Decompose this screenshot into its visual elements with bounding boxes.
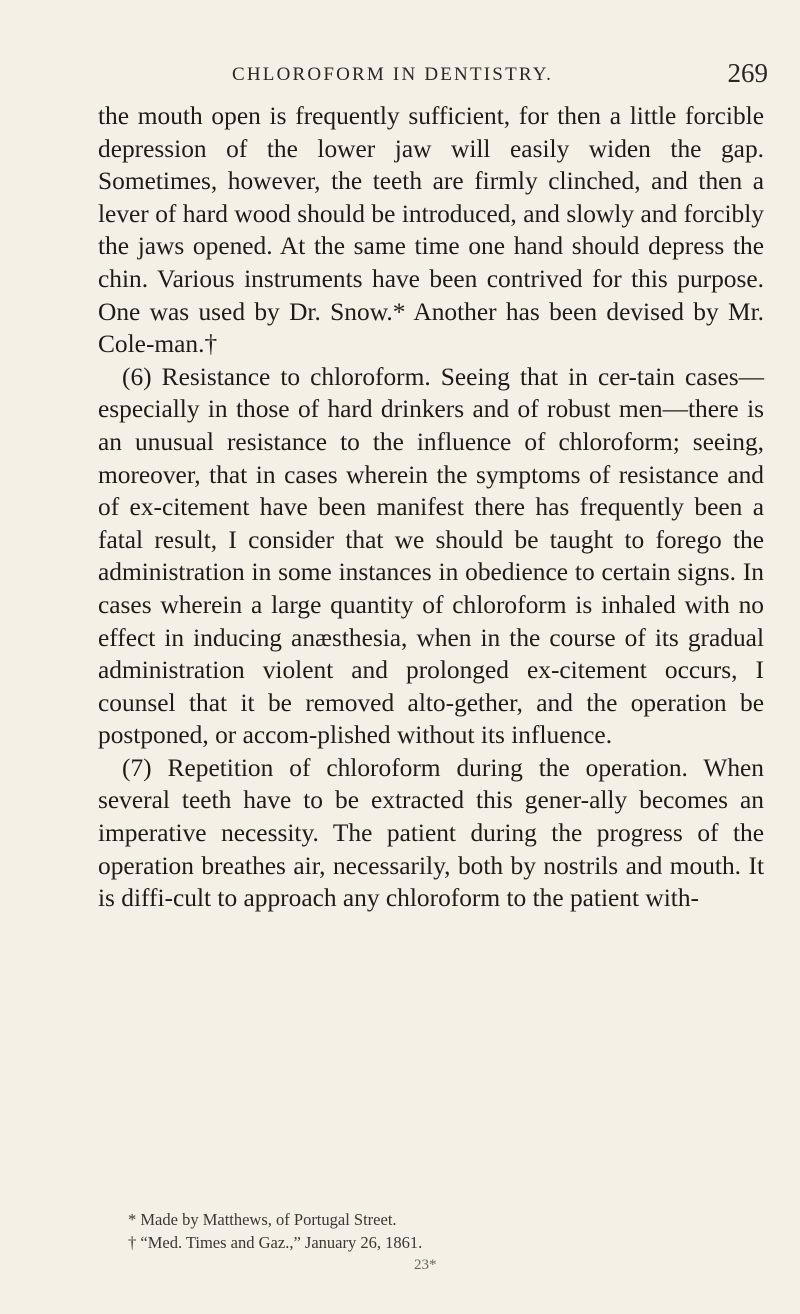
- page-header: [232, 58, 768, 92]
- footnote: † “Med. Times and Gaz.,” January 26, 1861.: [128, 1233, 423, 1252]
- body-text: [98, 100, 764, 915]
- paragraph-continuation: the mouth open is frequently sufficient, for then a little forcible depression of the lower jaw will easily widen the gap. Sometimes, however, the teeth are firmly clinched, and then a lever of hard wood should be introduced, and slowly and forcibly the jaws opened. At the same time one hand should depress the chin. Various instruments have been contrived for this purpose. One was used by Dr. Snow.* Another has been devised by Mr. Cole-man.†: [98, 102, 764, 359]
- page-number: 269: [727, 58, 768, 88]
- signature-mark: 23*: [414, 1257, 437, 1273]
- footnotes: [128, 1208, 728, 1254]
- footnote: * Made by Matthews, of Portugal Street.: [128, 1210, 397, 1229]
- running-head: CHLOROFORM IN DENTISTRY.: [232, 64, 554, 85]
- paragraph-repetition: (7) Repetition of chloroform during the operation. When several teeth have to be extracted this gener-ally becomes an imperative necessity. The patient during the progress of the operation breathes air, necessarily, both by nostrils and mouth. It is diffi-cult to approach any chloroform to the patient with-: [98, 753, 764, 913]
- paragraph-resistance: (6) Resistance to chloroform. Seeing that in cer-tain cases—especially in those of hard drinkers and of robust men—there is an unusual resistance to the influence of chloroform; seeing, moreover, that in cases wherein the symptoms of resistance and of ex-citement have been manifest there has frequently been a fatal result, I consider that we should be taught to forego the administration in some instances in obedience to certain signs. In cases wherein a large quantity of chloroform is inhaled with no effect in inducing anæsthesia, when in the course of its gradual administration violent and prolonged ex-citement occurs, I counsel that it be removed alto-gether, and the operation be postponed, or accom-plished without its influence.: [98, 362, 764, 750]
